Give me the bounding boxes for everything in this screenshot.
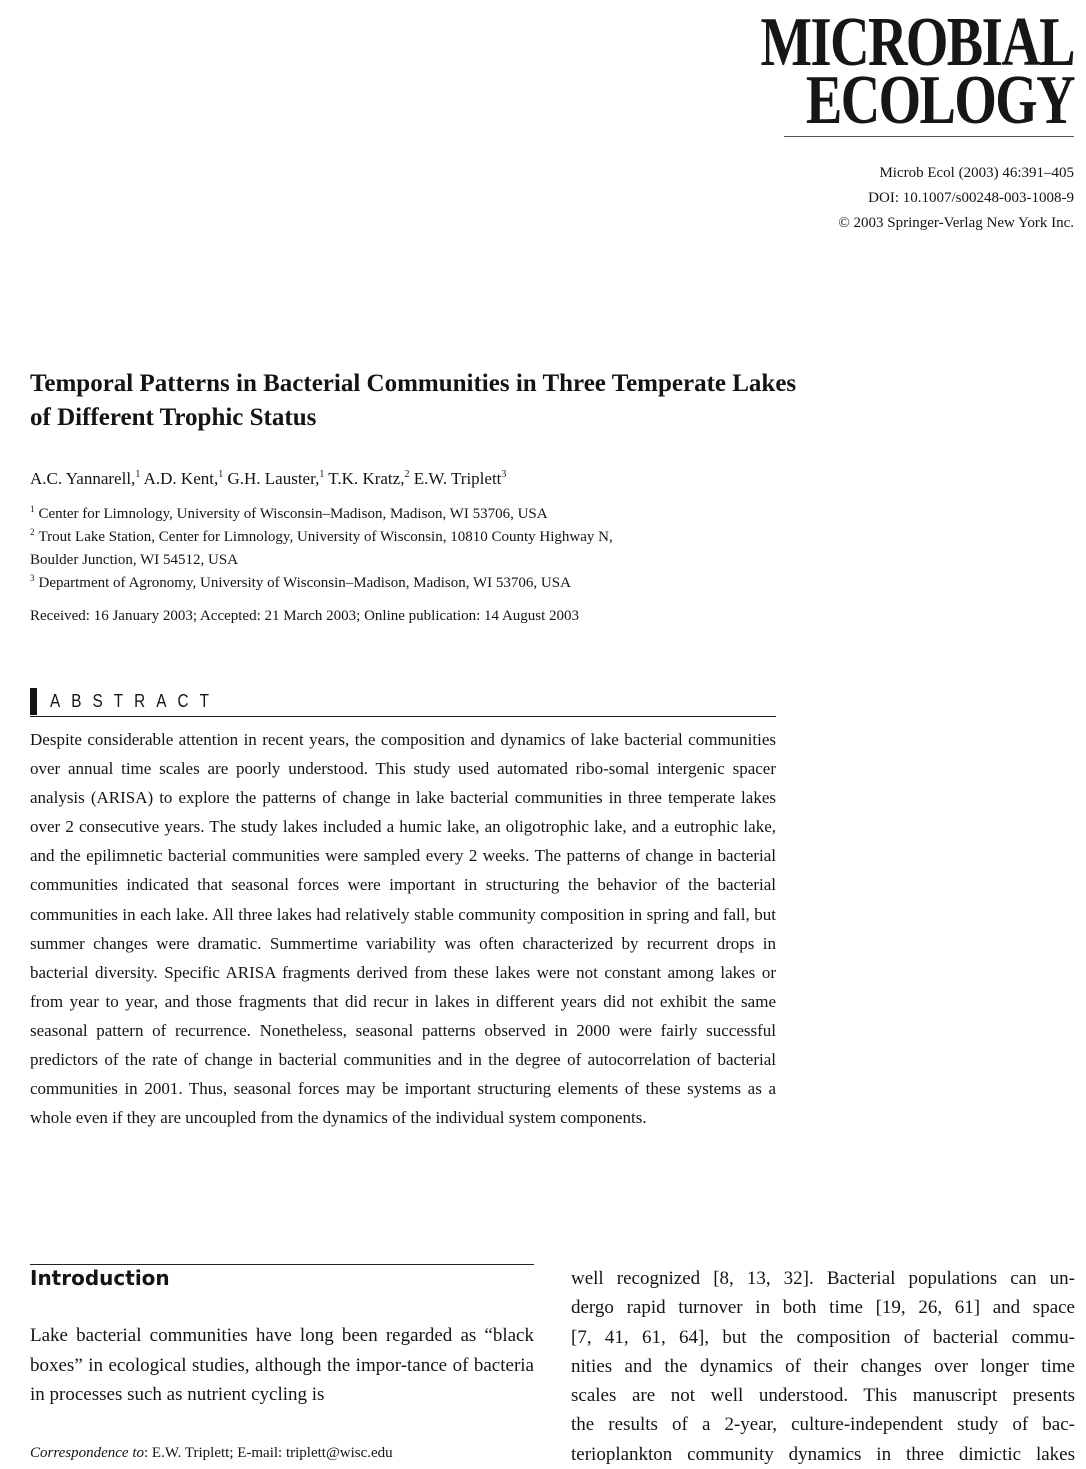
introduction-heading: Introduction	[30, 1266, 170, 1290]
affiliation: $^2$ Trout Lake Station, Center for Limnology, University of Wisconsin, 10810 County Highway N,	[30, 527, 613, 545]
author: E.W. Triplett$^3$	[413, 469, 507, 488]
text-line: well recognized [8, 13, 32]. Bacterial populations can un-	[571, 1268, 1075, 1289]
publication-info	[838, 161, 1074, 236]
citation: Microb Ecol (2003) 46:391–405	[879, 165, 1074, 181]
logo-line-1: MICROBIAL	[760, 4, 1074, 81]
affiliation: $^1$ Center for Limnology, University of Wisconsin–Madison, Madison, WI 53706, USA	[30, 504, 548, 522]
text-line: terioplankton community dynamics in three dimictic lakes	[571, 1443, 1075, 1465]
text-line: scales are not well understood. This manuscript presents	[571, 1385, 1075, 1407]
article-title: Temporal Patterns in Bacterial Communities in Three Temperate Lakes of Different Trophic Status	[30, 370, 797, 431]
text-line: the results of a 2-year, culture-independent study of bac-	[571, 1414, 1075, 1436]
abstract-heading-label: ABSTRACT	[50, 691, 221, 711]
journal-logo	[672, 4, 1074, 139]
correspondence-text: : E.W. Triplett; E-mail: triplett@wisc.edu	[144, 1445, 393, 1461]
author: A.C. Yannarell,$^1$	[30, 469, 141, 488]
affiliation: $^3$ Department of Agronomy, University of Wisconsin–Madison, Madison, WI 53706, USA	[30, 573, 571, 591]
text-line: nities and the dynamics of their changes over longer time	[571, 1355, 1075, 1377]
text-line: [7, 41, 61, 64], but the composition of bacterial commu-	[571, 1326, 1075, 1348]
correspondence-label: Correspondence to	[30, 1445, 145, 1461]
correspondence-note	[30, 1442, 393, 1464]
text-line: dergo rapid turnover in both time [19, 26, 61] and space	[571, 1297, 1075, 1319]
introduction-right-column	[571, 1264, 1075, 1469]
author: T.K. Kratz,$^2$	[328, 469, 410, 488]
affiliation: Boulder Junction, WI 54512, USA	[30, 552, 239, 568]
author-list	[30, 467, 506, 491]
abstract-text: Despite considerable attention in recent years, the composition and dynamics of lake bacterial communities over annual time scales are poorly understood. This study used automated ribo-somal intergenic spacer analysis (ARISA) to explore the patterns of change in lake bacterial communities in three temperate lakes over 2 consecutive years. The study lakes included a humic lake, an oligotrophic lake, and a eutrophic lake, and the epilimnetic bacterial communities were sampled every 2 weeks. The patterns of change in bacterial communities indicated that seasonal forces were important in structuring the behavior of the bacterial communities in each lake. All three lakes had relatively stable community composition in spring and fall, but summer changes were dramatic. Summertime variability was often characterized by recurrent drops in bacterial diversity. Specific ARISA fragments derived from these lakes were not constant among lakes or from year to year, and those fragments that did recur in lakes in different years did not exhibit the same seasonal pattern of recurrence. Nonetheless, seasonal patterns observed in 2000 were fairly successful predictors of the rate of change in bacterial communities and in the degree of autocorrelation of bacterial communities in 2001. Thus, seasonal forces may be important structuring elements of these systems as a whole even if they are uncoupled from the dynamics of the individual system components.	[30, 730, 776, 1128]
copyright: © 2003 Springer-Verlag New York Inc.	[838, 215, 1074, 231]
author: G.H. Lauster,$^1$	[227, 469, 325, 488]
doi: DOI: 10.1007/s00248-003-1008-9	[868, 190, 1074, 206]
abstract-heading	[30, 687, 776, 717]
abstract-heading-bar	[30, 688, 37, 715]
logo-line-2: ECOLOGY	[805, 62, 1074, 139]
affiliations	[30, 503, 613, 595]
introduction-left-column: Lake bacterial communities have long been regarded as “black boxes” in ecological studies, although the impor-tance of bacteria in processes such as nutrient cycling is	[30, 1325, 534, 1405]
received-dates: Received: 16 January 2003; Accepted: 21 March 2003; Online publication: 14 August 2003	[30, 608, 580, 624]
author: A.D. Kent,$^1$	[143, 469, 224, 488]
